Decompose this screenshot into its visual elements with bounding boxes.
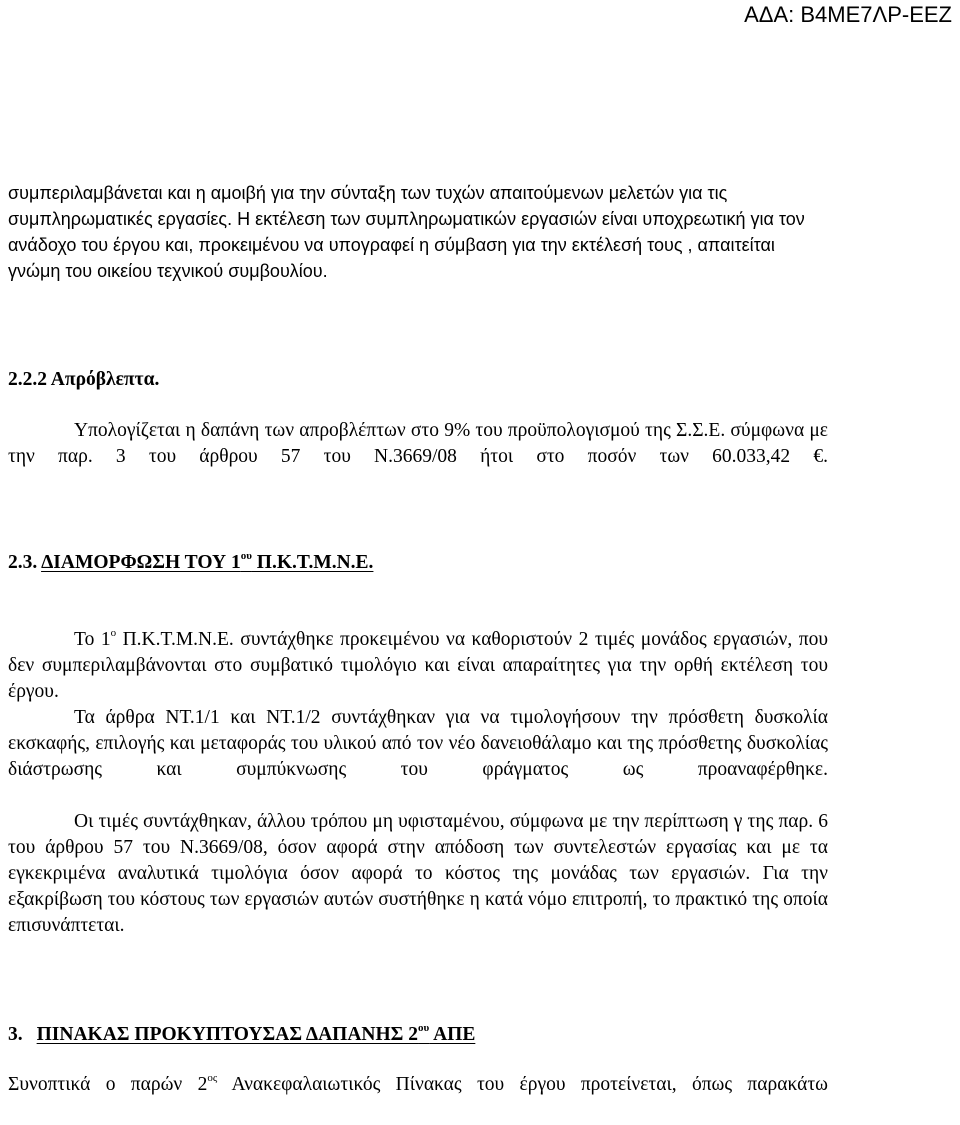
heading-2-3	[8, 550, 828, 576]
heading-2-2-2: 2.2.2 Απρόβλεπτα.	[8, 369, 160, 390]
paragraph-contingencies: Υπολογίζεται η δαπάνη των απροβλέπτων στο 9% του προϋπολογισμού της Σ.Σ.Ε. σύμφωνα με την παρ. 3 του άρθρου 57 του Ν.3669/08 ήτοι στο ποσόν των 60.033,42 €.	[8, 420, 828, 467]
heading-3	[8, 1022, 828, 1048]
heading-3-number: 3.	[8, 1024, 23, 1045]
heading-2-3-title: ΔΙΑΜΟΡΦΩΣΗ ΤΟΥ $1^{o\upsilon}$ Π.Κ.Τ.Μ.Ν.Ε.	[41, 550, 374, 573]
paragraph-pktmne-intro: Το $1^o$ Π.Κ.Τ.Μ.Ν.Ε. συντάχθηκε προκειμένου να καθοριστούν 2 τιμές μονάδος εργασιών, που δεν συμπεριλαμβάνονται στο συμβατικό τιμολόγιο και είναι απαραίτητες για την ορθή εκτέλεση του έργου.	[8, 627, 828, 702]
heading-3-title: ΠΙΝΑΚΑΣ ΠΡΟΚΥΠΤΟΥΣΑΣ ΔΑΠΑΝΗΣ $2^{o\upsilon}$ ΑΠΕ	[36, 1022, 476, 1045]
paragraph-articles-nt: Τα άρθρα ΝΤ.1/1 και ΝΤ.1/2 συντάχθηκαν για να τιμολογήσουν την πρόσθετη δυσκολία εκσκαφής, επιλογής και μεταφοράς του υλικού από τον νέο δανειοθάλαμο και της πρόσθετης δυσκολίας διάστρωσης και συμπύκνωσης του φράγματος ως προαναφέρθηκε.	[8, 707, 828, 780]
heading-2-3-number: 2.3.	[8, 552, 42, 573]
ada-code: ΑΔΑ: Β4ΜΕ7ΛΡ-ΕΕΖ	[744, 2, 952, 27]
paragraph-supplementary-works: συμπεριλαμβάνεται και η αμοιβή για την σύνταξη των τυχών απαιτούμενων μελετών για τις συμπληρωματικές εργασίες. Η εκτέλεση των συμπληρωματικών εργασιών είναι υποχρεωτική για τον ανάδοχο του έργου και, προκειμένου να υπογραφεί η σύμβαση για την εκτέλεσή τους , απαιτείται γνώμη του οικείου τεχνικού συμβουλίου.	[8, 183, 805, 281]
paragraph-summary-table: Συνοπτικά ο παρών $2^{o\varsigma}$ Ανακεφαλαιωτικός Πίνακας του έργου προτείνεται, όπως παρακάτω	[8, 1072, 828, 1095]
paragraph-prices-method: Οι τιμές συντάχθηκαν, άλλου τρόπου μη υφισταμένου, σύμφωνα με την περίπτωση γ της παρ. 6 του άρθρου 57 του Ν.3669/08, όσον αφορά στην απόδοση των συντελεστών εργασίας και με τα εγκεκριμένα αναλυτικά τιμολόγια όσον αφορά το κόστος της μονάδας των εργασιών. Για την εξακρίβωση του κόστους των εργασιών αυτών συστήθηκε η κατά νόμο επιτροπή, το πρακτικό της οποία επισυνάπτεται.	[8, 811, 828, 936]
